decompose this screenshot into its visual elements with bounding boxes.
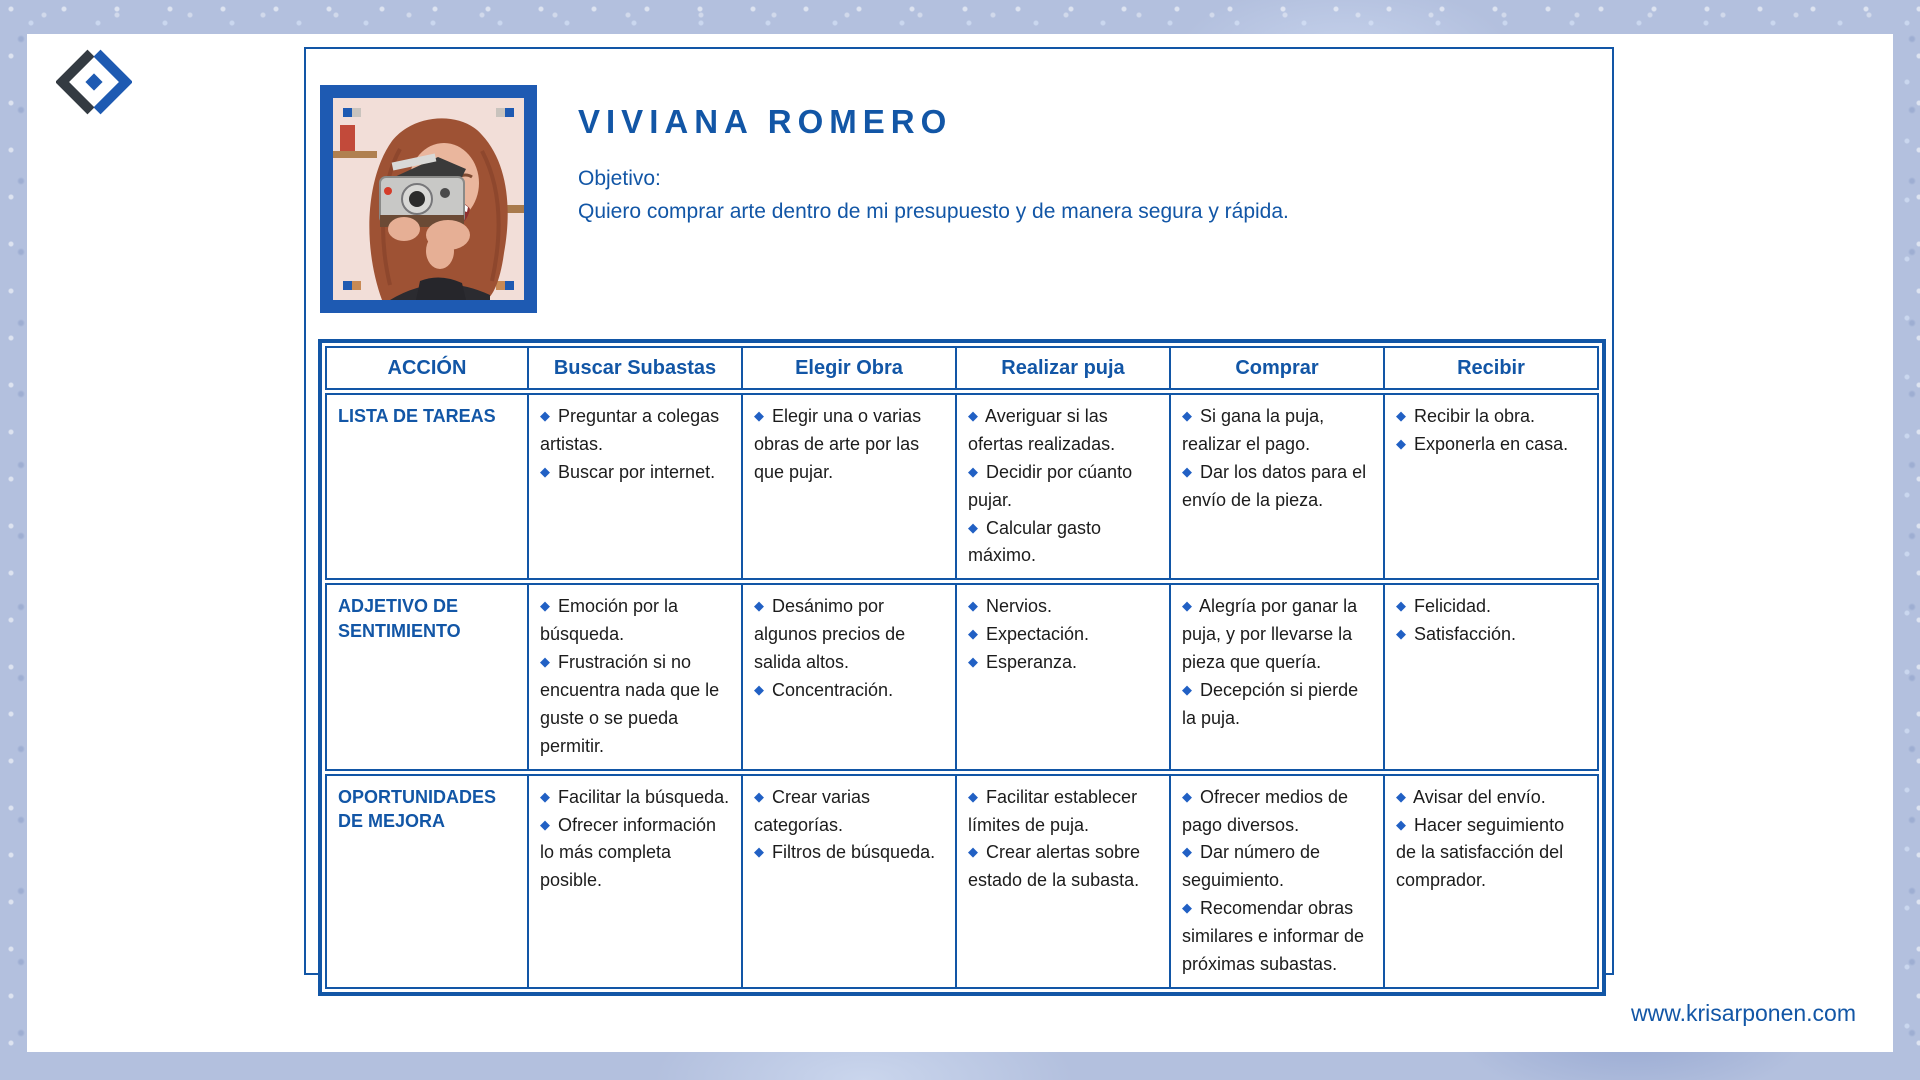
journey-cell — [1383, 585, 1597, 768]
journey-cell — [527, 585, 741, 768]
diamond-bullet-icon: ◆ — [1396, 788, 1406, 804]
persona-profile — [320, 85, 1592, 317]
table-header-row — [325, 346, 1599, 390]
bullet-item: ◆ Frustración si no encuentra nada que le guste o se pueda permitir. — [540, 652, 720, 756]
bullet-item: ◆ Emoción por la búsqueda. — [540, 596, 679, 645]
journey-cell — [955, 776, 1169, 987]
journey-cell — [1169, 395, 1383, 578]
bullet-item: ◆ Facilitar la búsqueda. — [540, 786, 730, 807]
persona-card — [304, 47, 1614, 975]
diamond-chevron-logo-icon — [56, 44, 132, 120]
bullet-item: ◆ Decepción si pierde la puja. — [1182, 680, 1359, 728]
diamond-bullet-icon: ◆ — [968, 598, 978, 614]
journey-cell — [527, 395, 741, 578]
bullet-item: ◆ Avisar del envío. — [1396, 786, 1546, 807]
bullet-item: ◆ Ofrecer medios de pago diversos. — [1182, 786, 1349, 835]
website-link[interactable]: www.krisarponen.com — [1631, 1000, 1856, 1026]
table-row — [325, 583, 1599, 770]
table-row — [325, 774, 1599, 989]
diamond-bullet-icon: ◆ — [754, 844, 764, 860]
bullet-item: ◆ Concentración. — [754, 680, 894, 701]
bullet-item: ◆ Exponerla en casa. — [1396, 433, 1569, 454]
bullet-item: ◆ Preguntar a colegas artistas. — [540, 406, 720, 454]
diamond-bullet-icon: ◆ — [1182, 408, 1192, 423]
diamond-bullet-icon: ◆ — [754, 788, 764, 804]
diamond-bullet-icon: ◆ — [1182, 844, 1192, 860]
journey-cell — [955, 585, 1169, 768]
persona-header — [578, 103, 1592, 224]
diamond-bullet-icon: ◆ — [968, 844, 978, 860]
bullet-item: ◆ Elegir una o varias obras de arte por las que pujar. — [754, 406, 922, 482]
persona-photo — [320, 85, 537, 313]
column-header-stage-0: Buscar Subastas — [527, 348, 741, 388]
diamond-bullet-icon: ◆ — [1396, 408, 1406, 423]
diamond-bullet-icon: ◆ — [1396, 598, 1406, 614]
row-label: LISTA DE TAREAS — [338, 406, 496, 426]
journey-cell — [741, 585, 955, 768]
bullet-item: ◆ Dar número de seguimiento. — [1182, 842, 1321, 891]
bullet-item: ◆ Dar los datos para el envío de la pieza. — [1182, 461, 1367, 510]
bullet-item: ◆ Recibir la obra. — [1396, 406, 1536, 426]
bullet-item: ◆ Crear varias categorías. — [754, 786, 871, 835]
column-header-accion: ACCIÓN — [387, 356, 467, 379]
diamond-bullet-icon: ◆ — [968, 519, 978, 535]
journey-cell — [741, 395, 955, 578]
journey-cell — [1169, 585, 1383, 768]
objective-text: Quiero comprar arte dentro de mi presupuesto y de manera segura y rápida. — [578, 200, 1289, 223]
column-header-stage-1: Elegir Obra — [741, 348, 955, 388]
persona-name: VIVIANA ROMERO — [578, 103, 953, 140]
diamond-bullet-icon: ◆ — [1396, 626, 1406, 642]
diamond-bullet-icon: ◆ — [540, 463, 550, 479]
diamond-bullet-icon: ◆ — [754, 408, 764, 423]
diamond-bullet-icon: ◆ — [1182, 598, 1192, 614]
diamond-bullet-icon: ◆ — [968, 788, 978, 804]
diamond-bullet-icon: ◆ — [968, 408, 978, 423]
bullet-item: ◆ Hacer seguimiento de la satisfacción del comprador. — [1396, 814, 1565, 891]
diamond-bullet-icon: ◆ — [540, 816, 550, 832]
bullet-item: ◆ Felicidad. — [1396, 596, 1492, 617]
bullet-item: ◆ Facilitar establecer límites de puja. — [968, 786, 1138, 835]
objective-label: Objetivo: — [578, 167, 661, 190]
bullet-item: ◆ Desánimo por algunos precios de salida altos. — [754, 596, 906, 673]
diamond-bullet-icon: ◆ — [754, 598, 764, 614]
diamond-bullet-icon: ◆ — [1182, 682, 1192, 698]
journey-cell — [741, 776, 955, 987]
diamond-bullet-icon: ◆ — [540, 408, 550, 423]
diamond-bullet-icon: ◆ — [968, 626, 978, 642]
column-header-stage-3: Comprar — [1169, 348, 1383, 388]
bullet-item: ◆ Alegría por ganar la puja, y por llevarse la pieza que quería. — [1182, 596, 1358, 673]
bullet-item: ◆ Decidir por cúanto pujar. — [968, 461, 1133, 510]
bullet-item: ◆ Expectación. — [968, 624, 1090, 645]
diamond-bullet-icon: ◆ — [968, 463, 978, 479]
diamond-bullet-icon: ◆ — [540, 598, 550, 614]
diamond-bullet-icon: ◆ — [1396, 435, 1406, 451]
diamond-bullet-icon: ◆ — [1182, 463, 1192, 479]
bullet-item: ◆ Calcular gasto máximo. — [968, 517, 1102, 566]
journey-cell — [1169, 776, 1383, 987]
journey-cell — [1383, 776, 1597, 987]
column-header-stage-2: Realizar puja — [955, 348, 1169, 388]
diamond-bullet-icon: ◆ — [1396, 816, 1406, 832]
row-label: ADJETIVO DE SENTIMIENTO — [338, 596, 461, 641]
bullet-item: ◆ Averiguar si las ofertas realizadas. — [968, 406, 1116, 454]
diamond-bullet-icon: ◆ — [1182, 788, 1192, 804]
column-header-stage-4: Recibir — [1383, 348, 1597, 388]
bullet-item: ◆ Filtros de búsqueda. — [754, 842, 936, 863]
bullet-item: ◆ Nervios. — [968, 596, 1053, 617]
journey-cell — [527, 776, 741, 987]
row-label: OPORTUNIDADES DE MEJORA — [338, 786, 497, 831]
table-row — [325, 393, 1599, 580]
bullet-item: ◆ Crear alertas sobre estado de la subasta. — [968, 842, 1141, 891]
diamond-bullet-icon: ◆ — [540, 654, 550, 670]
bullet-item: ◆ Buscar por internet. — [540, 461, 716, 482]
journey-table — [318, 339, 1606, 996]
bullet-item: ◆ Satisfacción. — [1396, 624, 1517, 645]
diamond-bullet-icon: ◆ — [540, 788, 550, 804]
diamond-bullet-icon: ◆ — [968, 654, 978, 670]
bullet-item: ◆ Recomendar obras similares e informar de próximas subastas. — [1182, 898, 1365, 975]
journey-cell — [1383, 395, 1597, 578]
bullet-item: ◆ Ofrecer información lo más completa posible. — [540, 814, 717, 891]
bullet-item: ◆ Si gana la puja, realizar el pago. — [1182, 406, 1325, 454]
bullet-item: ◆ Esperanza. — [968, 652, 1078, 673]
diamond-bullet-icon: ◆ — [1182, 900, 1192, 916]
diamond-bullet-icon: ◆ — [754, 682, 764, 698]
journey-cell — [955, 395, 1169, 578]
